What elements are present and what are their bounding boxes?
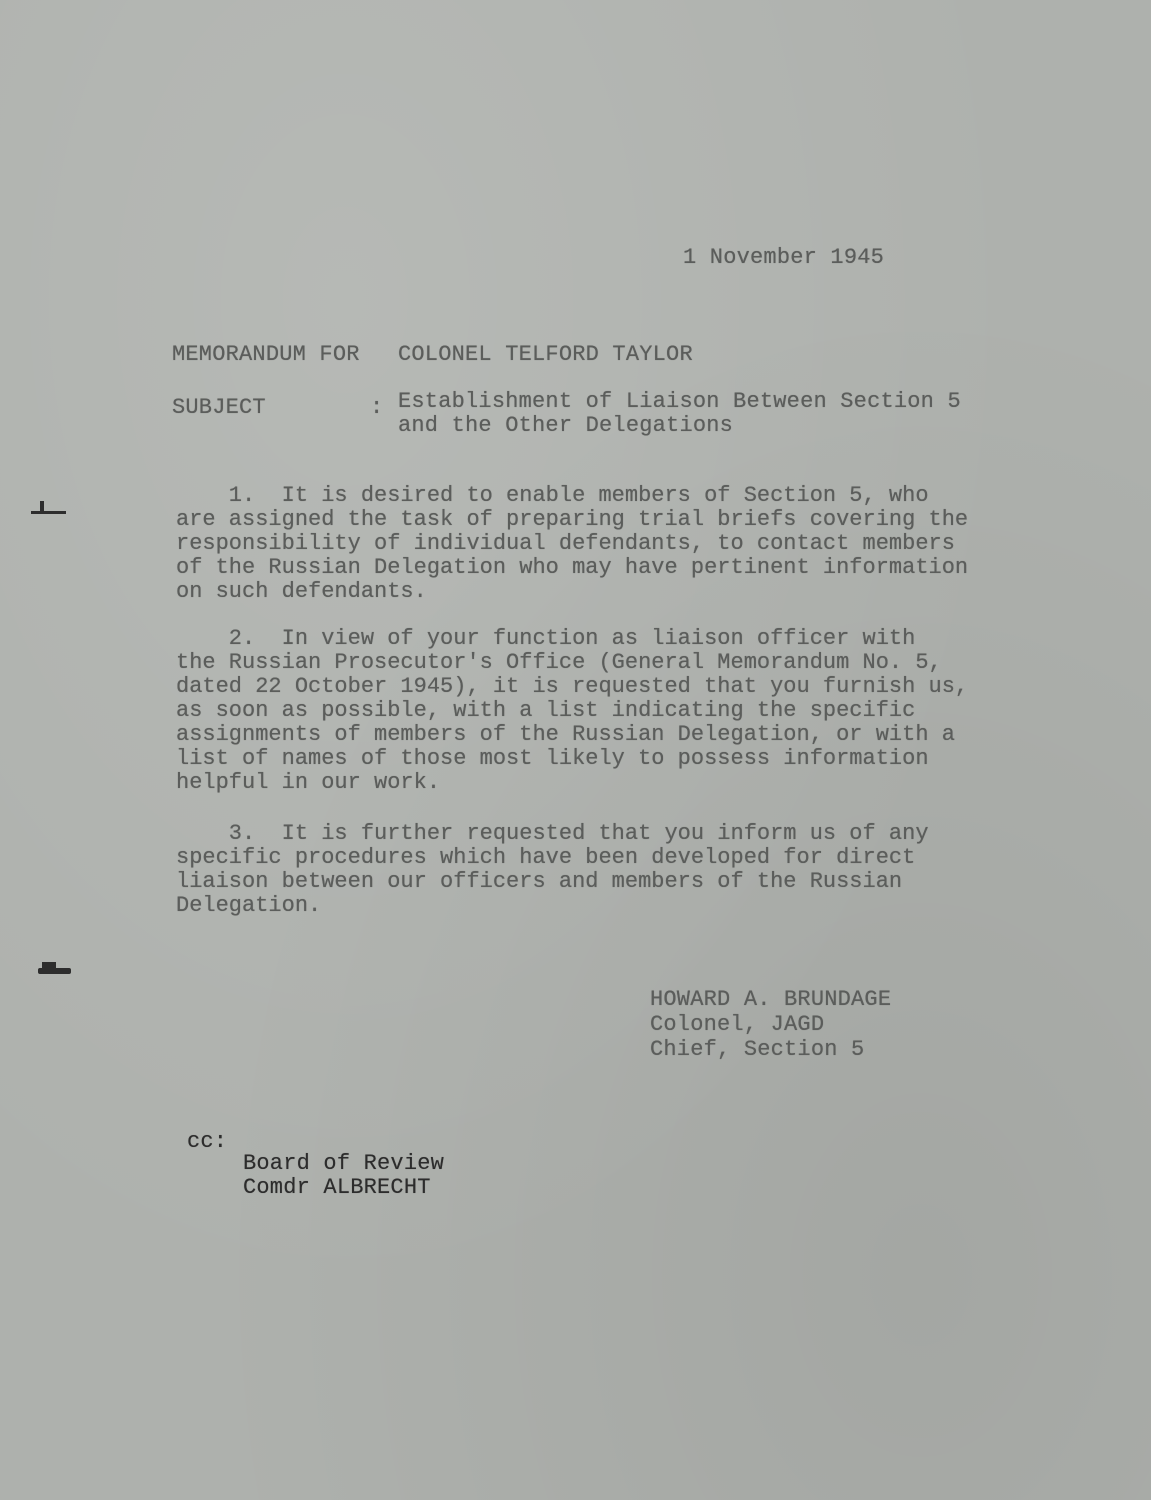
paragraph-2-line: as soon as possible, with a list indicating the specific bbox=[176, 698, 916, 723]
subject-line-2: and the Other Delegations bbox=[398, 413, 734, 438]
margin-mark bbox=[38, 968, 71, 974]
paragraph-3-line: Delegation. bbox=[176, 893, 322, 918]
memo-date: 1 November 1945 bbox=[683, 245, 885, 270]
subject-colon: : bbox=[370, 395, 384, 420]
paragraph-3-line: specific procedures which have been developed for direct bbox=[176, 845, 916, 870]
paragraph-3 bbox=[176, 822, 1036, 918]
margin-mark bbox=[42, 962, 56, 968]
subject-label: SUBJECT bbox=[172, 395, 266, 420]
paragraph-1 bbox=[176, 484, 1036, 604]
paragraph-2-line: helpful in our work. bbox=[176, 770, 441, 795]
paragraph-2-line: list of names of those most likely to possess information bbox=[176, 746, 929, 771]
paragraph-1-line: of the Russian Delegation who may have pertinent information bbox=[176, 555, 969, 580]
cc-recipient: Comdr ALBRECHT bbox=[243, 1175, 431, 1200]
paragraph-1-line: responsibility of individual defendants, to contact members bbox=[176, 531, 955, 556]
cc-recipient: Board of Review bbox=[243, 1151, 445, 1176]
cc-label: cc: bbox=[187, 1129, 228, 1154]
signature-name: HOWARD A. BRUNDAGE bbox=[650, 987, 892, 1012]
signature-title: Chief, Section 5 bbox=[650, 1037, 865, 1062]
subject-line-1: Establishment of Liaison Between Section 5 bbox=[398, 389, 961, 414]
paragraph-3-line: 3. It is further requested that you inform us of any bbox=[176, 821, 929, 846]
memo-for-label: MEMORANDUM FOR bbox=[172, 342, 360, 367]
paragraph-1-line: 1. It is desired to enable members of Section 5, who bbox=[176, 483, 929, 508]
signature-rank: Colonel, JAGD bbox=[650, 1012, 825, 1037]
paragraph-2-line: 2. In view of your function as liaison officer with bbox=[176, 626, 916, 651]
paragraph-3-line: liaison between our officers and members of the Russian bbox=[176, 869, 903, 894]
paragraph-2-line: dated 22 October 1945), it is requested that you furnish us, bbox=[176, 674, 969, 699]
margin-mark bbox=[40, 501, 44, 511]
paragraph-1-line: are assigned the task of preparing trial briefs covering the bbox=[176, 507, 969, 532]
paragraph-1-line: on such defendants. bbox=[176, 579, 427, 604]
margin-mark bbox=[31, 511, 66, 514]
paragraph-2-line: assignments of members of the Russian Delegation, or with a bbox=[176, 722, 955, 747]
paragraph-2-line: the Russian Prosecutor's Office (General Memorandum No. 5, bbox=[176, 650, 942, 675]
paragraph-2 bbox=[176, 627, 1036, 795]
memo-recipient: COLONEL TELFORD TAYLOR bbox=[398, 342, 693, 367]
